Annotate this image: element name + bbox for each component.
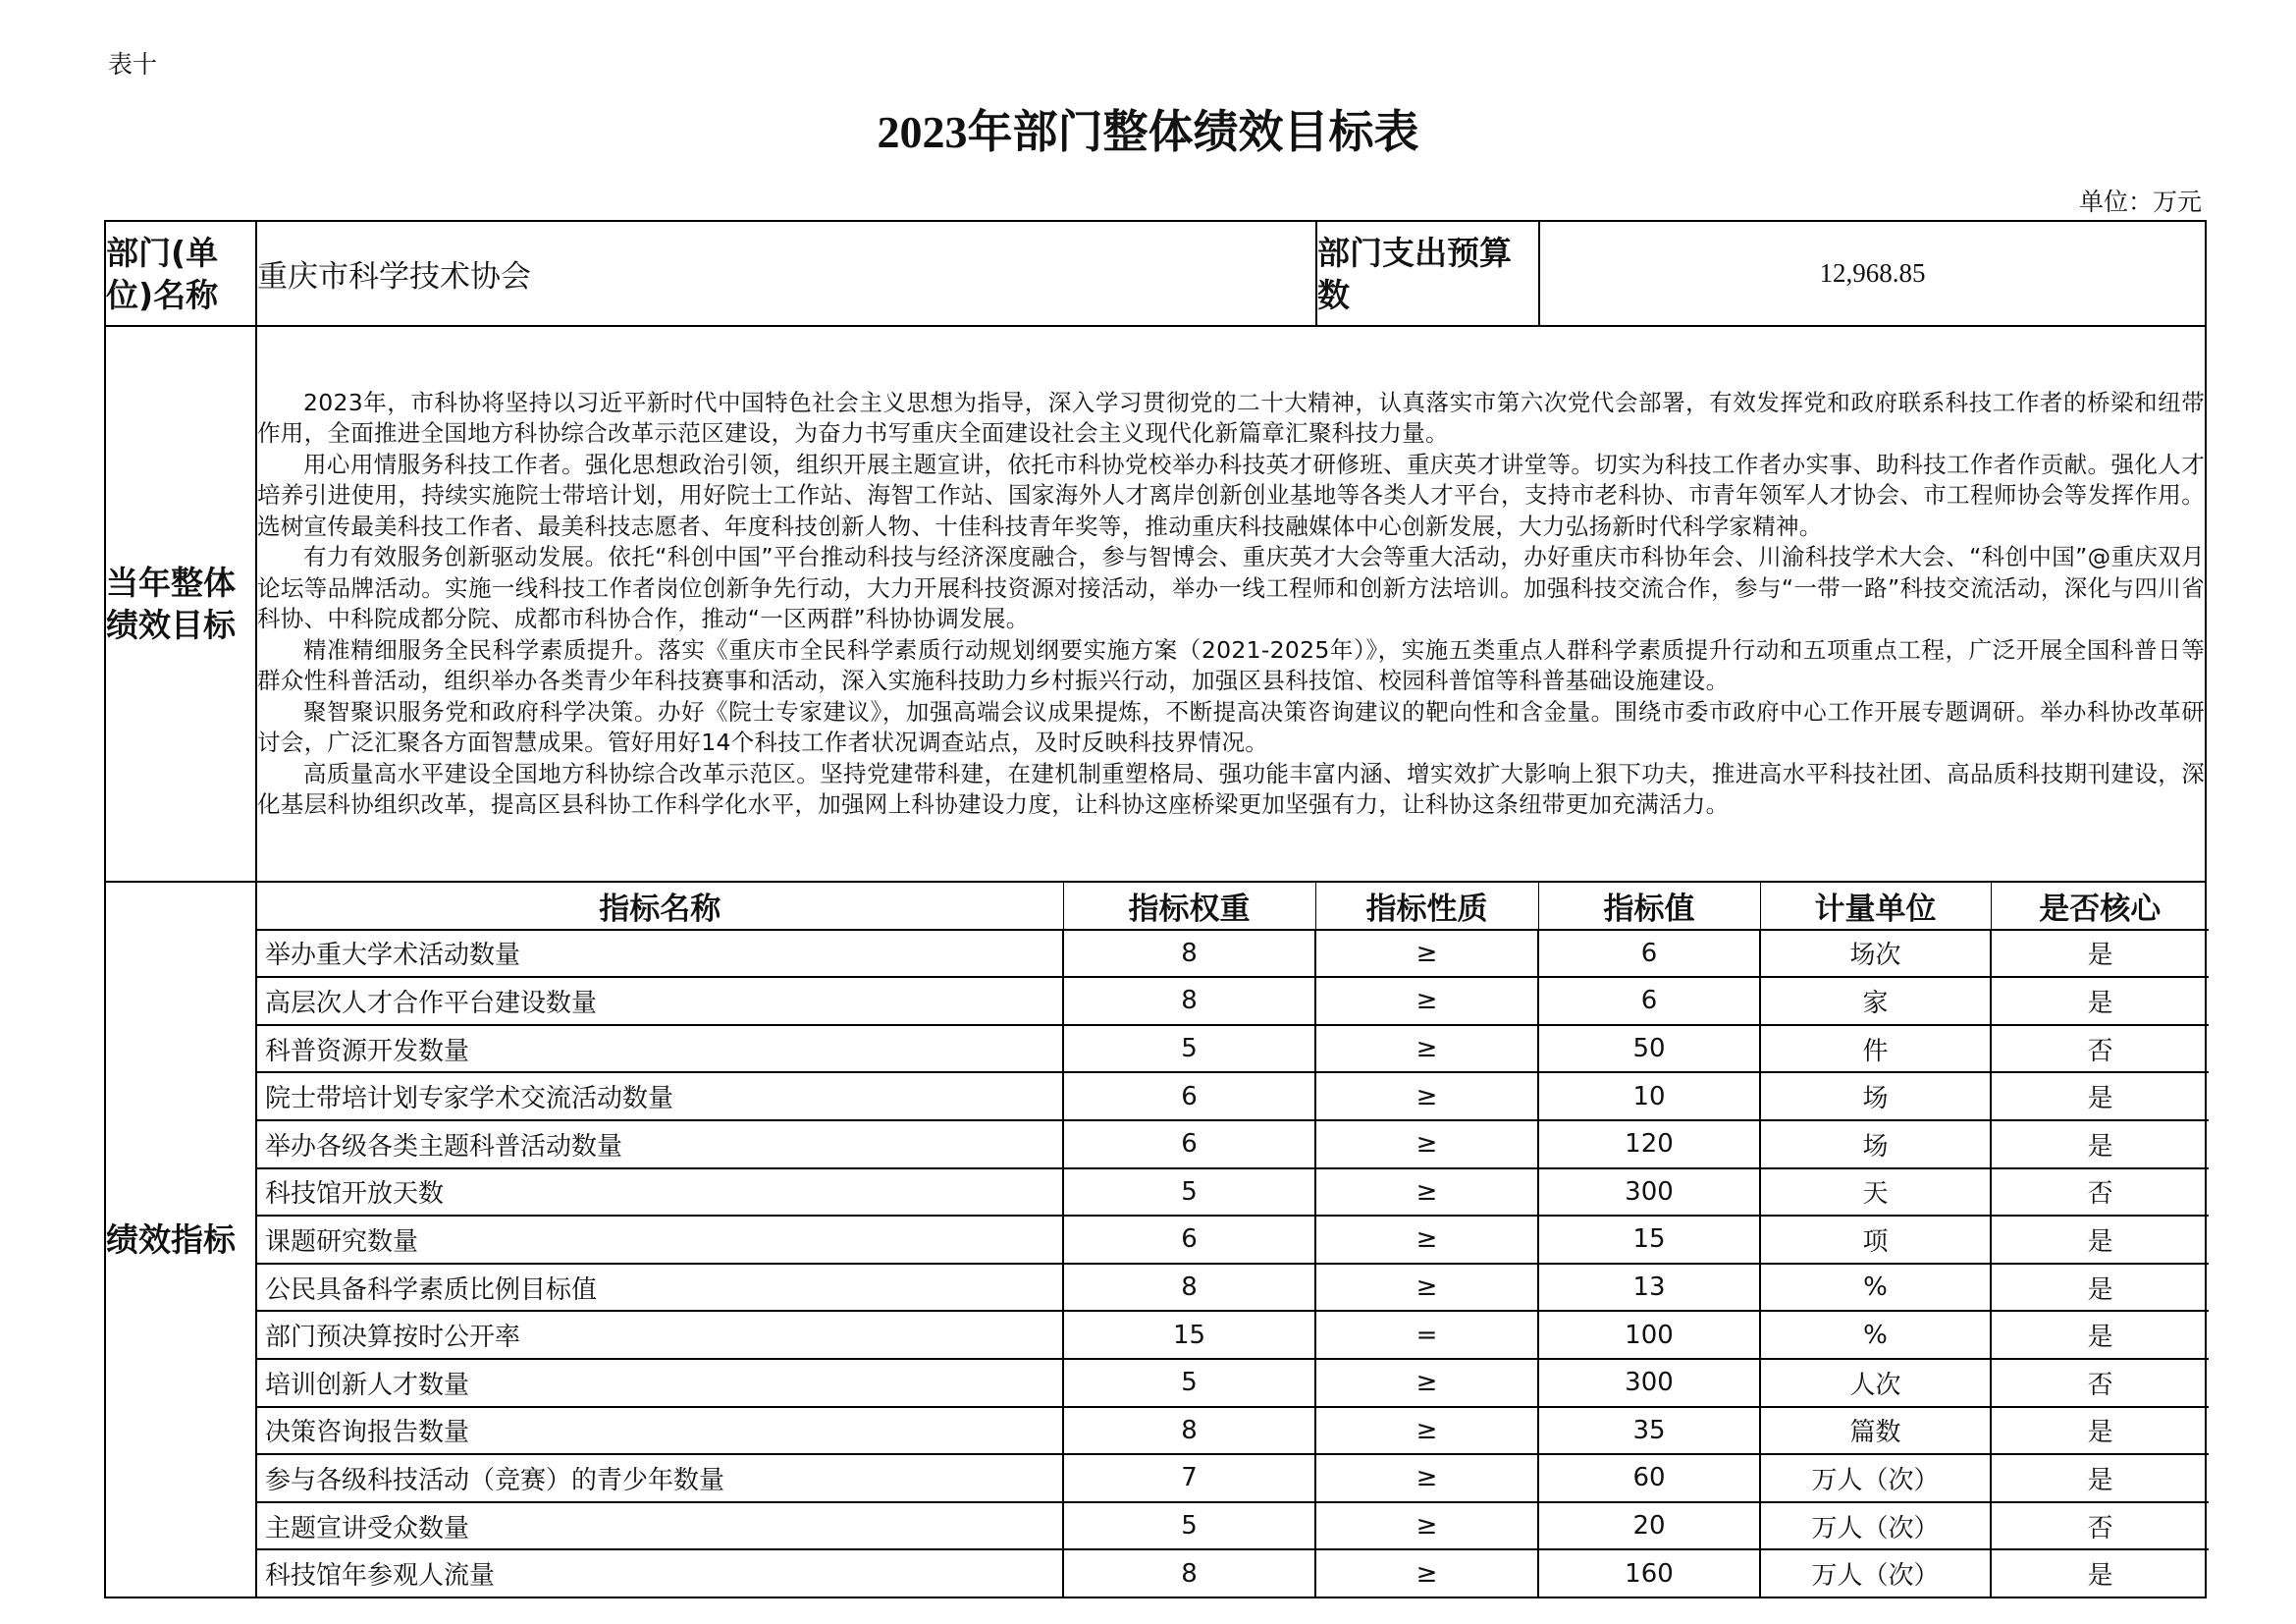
indicator-core: 是 bbox=[1991, 1216, 2209, 1264]
indicator-unit: 场次 bbox=[1760, 930, 1991, 978]
indicator-value: 20 bbox=[1538, 1502, 1760, 1550]
indicator-name: 举办各级各类主题科普活动数量 bbox=[257, 1120, 1063, 1168]
indicators-body bbox=[257, 930, 2209, 1597]
table-row bbox=[257, 977, 2209, 1025]
goal-paragraph: 高质量高水平建设全国地方科协综合改革示范区。坚持党建带科建，在建机制重塑格局、强功能丰富内涵、增实效扩大影响上狠下功夫，推进高水平科技社团、高品质科技期刊建设，深化基层科协组织改革，提高区县科协工作科学化水平，加强网上科协建设力度，让科协这座桥梁更加坚强有力，让科协这条纽带更加充满活力。 bbox=[257, 759, 2205, 818]
table-row bbox=[257, 1407, 2209, 1455]
column-header: 指标性质 bbox=[1315, 883, 1538, 930]
table-row bbox=[257, 1216, 2209, 1264]
indicator-nature: ≥ bbox=[1315, 1454, 1538, 1502]
indicator-core: 是 bbox=[1991, 1072, 2209, 1120]
indicator-core: 是 bbox=[1991, 1311, 2209, 1359]
indicators-label: 绩效指标 bbox=[105, 882, 256, 1597]
indicator-nature: ≥ bbox=[1315, 930, 1538, 978]
indicators-row bbox=[105, 882, 2206, 1597]
indicator-core: 否 bbox=[1991, 1025, 2209, 1073]
indicator-name: 决策咨询报告数量 bbox=[257, 1407, 1063, 1455]
indicator-weight: 5 bbox=[1063, 1502, 1315, 1550]
indicator-value: 35 bbox=[1538, 1407, 1760, 1455]
indicator-weight: 8 bbox=[1063, 930, 1315, 978]
indicator-name: 高层次人才合作平台建设数量 bbox=[257, 977, 1063, 1025]
indicator-name: 举办重大学术活动数量 bbox=[257, 930, 1063, 978]
indicator-value: 10 bbox=[1538, 1072, 1760, 1120]
indicator-unit: 天 bbox=[1760, 1168, 1991, 1217]
indicator-value: 13 bbox=[1538, 1264, 1760, 1312]
budget-amount: 12,968.85 bbox=[1539, 221, 2206, 326]
indicator-value: 100 bbox=[1538, 1311, 1760, 1359]
table-row bbox=[257, 1025, 2209, 1073]
indicator-unit: 万人（次） bbox=[1760, 1454, 1991, 1502]
table-row bbox=[257, 1120, 2209, 1168]
indicator-core: 否 bbox=[1991, 1168, 2209, 1217]
table-row bbox=[257, 1072, 2209, 1120]
table-row bbox=[257, 1264, 2209, 1312]
table-row bbox=[257, 1549, 2209, 1597]
table-row bbox=[257, 930, 2209, 978]
annual-goal-text bbox=[256, 326, 2206, 882]
indicator-nature: ≥ bbox=[1315, 1025, 1538, 1073]
annual-goal-label: 当年整体绩效目标 bbox=[105, 326, 256, 882]
goal-paragraph: 有力有效服务创新驱动发展。依托“科创中国”平台推动科技与经济深度融合，参与智博会、重庆英才大会等重大活动，办好重庆市科协年会、川渝科技学术大会、“科创中国”@重庆双月论坛等品牌活动。实施一线科技工作者岗位创新争先行动，大力开展科技资源对接活动，举办一线工程师和创新方法培训。加强科技交流合作，参与“一带一路”科技交流活动，深化与四川省科协、中科院成都分院、成都市科协合作，推动“一区两群”科协协调发展。 bbox=[257, 543, 2205, 632]
table-row bbox=[257, 1502, 2209, 1550]
indicator-unit: 场 bbox=[1760, 1072, 1991, 1120]
indicator-core: 是 bbox=[1991, 1454, 2209, 1502]
indicator-nature: ≥ bbox=[1315, 1359, 1538, 1407]
table-row bbox=[257, 1311, 2209, 1359]
page-title: 2023年部门整体绩效目标表 bbox=[877, 107, 1419, 157]
indicator-name: 院士带培计划专家学术交流活动数量 bbox=[257, 1072, 1063, 1120]
indicator-value: 60 bbox=[1538, 1454, 1760, 1502]
indicator-core: 是 bbox=[1991, 1407, 2209, 1455]
indicators-table bbox=[257, 883, 2209, 1597]
indicator-core: 是 bbox=[1991, 977, 2209, 1025]
indicator-value: 6 bbox=[1538, 977, 1760, 1025]
indicator-value: 6 bbox=[1538, 930, 1760, 978]
indicator-nature: ≥ bbox=[1315, 1502, 1538, 1550]
indicator-unit: 人次 bbox=[1760, 1359, 1991, 1407]
indicator-nature: ≥ bbox=[1315, 1549, 1538, 1597]
indicator-weight: 5 bbox=[1063, 1025, 1315, 1073]
indicator-unit: 万人（次） bbox=[1760, 1549, 1991, 1597]
indicator-nature: ≥ bbox=[1315, 1072, 1538, 1120]
goal-paragraph: 2023年，市科协将坚持以习近平新时代中国特色社会主义思想为指导，深入学习贯彻党的二十大精神，认真落实市第六次党代会部署，有效发挥党和政府联系科技工作者的桥梁和纽带作用，全面推进全国地方科协综合改革示范区建设，为奋力书写重庆全面建设社会主义现代化新篇章汇聚科技力量。 bbox=[257, 388, 2205, 447]
column-header: 是否核心 bbox=[1991, 883, 2209, 930]
indicator-nature: ≥ bbox=[1315, 1216, 1538, 1264]
indicator-value: 300 bbox=[1538, 1168, 1760, 1217]
indicator-unit: 项 bbox=[1760, 1216, 1991, 1264]
column-header: 指标值 bbox=[1538, 883, 1760, 930]
column-header: 指标名称 bbox=[257, 883, 1063, 930]
indicator-weight: 8 bbox=[1063, 1549, 1315, 1597]
indicator-unit: 篇数 bbox=[1760, 1407, 1991, 1455]
indicator-weight: 15 bbox=[1063, 1311, 1315, 1359]
indicator-core: 是 bbox=[1991, 1549, 2209, 1597]
indicator-weight: 5 bbox=[1063, 1359, 1315, 1407]
indicator-nature: ≥ bbox=[1315, 1407, 1538, 1455]
table-row bbox=[257, 1454, 2209, 1502]
indicator-core: 否 bbox=[1991, 1502, 2209, 1550]
indicator-nature: = bbox=[1315, 1311, 1538, 1359]
indicators-header-row bbox=[257, 883, 2209, 930]
indicator-nature: ≥ bbox=[1315, 1120, 1538, 1168]
indicator-nature: ≥ bbox=[1315, 1264, 1538, 1312]
table-number-label: 表十 bbox=[108, 50, 158, 79]
goal-paragraph: 用心用情服务科技工作者。强化思想政治引领，组织开展主题宣讲，依托市科协党校举办科技英才研修班、重庆英才讲堂等。切实为科技工作者办实事、助科技工作者作贡献。强化人才培养引进使用，持续实施院士带培计划，用好院士工作站、海智工作站、国家海外人才离岸创新创业基地等各类人才平台，支持市老科协、市青年领军人才协会、市工程师协会等发挥作用。选树宣传最美科技工作者、最美科技志愿者、年度科技创新人物、十佳科技青年奖等，推动重庆科技融媒体中心创新发展，大力弘扬新时代科学家精神。 bbox=[257, 450, 2205, 540]
table-row bbox=[257, 1359, 2209, 1407]
indicator-name: 部门预决算按时公开率 bbox=[257, 1311, 1063, 1359]
indicator-weight: 8 bbox=[1063, 1407, 1315, 1455]
indicator-core: 否 bbox=[1991, 1359, 2209, 1407]
indicator-unit: 件 bbox=[1760, 1025, 1991, 1073]
indicator-unit: 家 bbox=[1760, 977, 1991, 1025]
indicator-nature: ≥ bbox=[1315, 977, 1538, 1025]
indicators-cell bbox=[256, 882, 2206, 1597]
indicator-name: 培训创新人才数量 bbox=[257, 1359, 1063, 1407]
indicator-weight: 6 bbox=[1063, 1120, 1315, 1168]
indicator-weight: 7 bbox=[1063, 1454, 1315, 1502]
indicator-name: 课题研究数量 bbox=[257, 1216, 1063, 1264]
table-row bbox=[257, 1168, 2209, 1217]
indicator-weight: 8 bbox=[1063, 1264, 1315, 1312]
indicator-name: 参与各级科技活动（竞赛）的青少年数量 bbox=[257, 1454, 1063, 1502]
column-header: 计量单位 bbox=[1760, 883, 1991, 930]
unit-label: 单位：万元 bbox=[2078, 188, 2202, 216]
indicator-nature: ≥ bbox=[1315, 1168, 1538, 1217]
indicator-weight: 6 bbox=[1063, 1072, 1315, 1120]
indicator-unit: 场 bbox=[1760, 1120, 1991, 1168]
indicator-weight: 5 bbox=[1063, 1168, 1315, 1217]
indicator-unit: % bbox=[1760, 1311, 1991, 1359]
indicator-name: 主题宣讲受众数量 bbox=[257, 1502, 1063, 1550]
indicator-weight: 8 bbox=[1063, 977, 1315, 1025]
goal-paragraph: 聚智聚识服务党和政府科学决策。办好《院士专家建议》，加强高端会议成果提炼，不断提高决策咨询建议的靶向性和含金量。围绕市委市政府中心工作开展专题调研。举办科协改革研讨会，广泛汇聚各方面智慧成果。管好用好14个科技工作者状况调查站点，及时反映科技界情况。 bbox=[257, 697, 2205, 756]
indicator-core: 是 bbox=[1991, 930, 2209, 978]
indicator-name: 科技馆开放天数 bbox=[257, 1168, 1063, 1217]
indicator-weight: 6 bbox=[1063, 1216, 1315, 1264]
indicator-value: 160 bbox=[1538, 1549, 1760, 1597]
goal-paragraph: 精准精细服务全民科学素质提升。落实《重庆市全民科学素质行动规划纲要实施方案（2021-2025年）》，实施五类重点人群科学素质提升行动和五项重点工程，广泛开展全国科普日等群众性科普活动，组织举办各类青少年科技赛事和活动，深入实施科技助力乡村振兴行动，加强区县科技馆、校园科普馆等科普基础设施建设。 bbox=[257, 635, 2205, 694]
indicator-value: 300 bbox=[1538, 1359, 1760, 1407]
indicator-name: 科技馆年参观人流量 bbox=[257, 1549, 1063, 1597]
goals-row bbox=[105, 326, 2206, 882]
performance-table bbox=[104, 220, 2207, 1598]
department-name-label: 部门(单位)名称 bbox=[105, 221, 256, 326]
column-header: 指标权重 bbox=[1063, 883, 1315, 930]
indicator-core: 是 bbox=[1991, 1264, 2209, 1312]
indicator-name: 科普资源开发数量 bbox=[257, 1025, 1063, 1073]
indicator-core: 是 bbox=[1991, 1120, 2209, 1168]
department-name-value: 重庆市科学技术协会 bbox=[256, 221, 1316, 326]
indicator-unit: % bbox=[1760, 1264, 1991, 1312]
indicator-name: 公民具备科学素质比例目标值 bbox=[257, 1264, 1063, 1312]
indicator-value: 120 bbox=[1538, 1120, 1760, 1168]
budget-label: 部门支出预算数 bbox=[1316, 221, 1539, 326]
indicator-unit: 万人（次） bbox=[1760, 1502, 1991, 1550]
indicator-value: 15 bbox=[1538, 1216, 1760, 1264]
department-row bbox=[105, 221, 2206, 326]
indicator-value: 50 bbox=[1538, 1025, 1760, 1073]
